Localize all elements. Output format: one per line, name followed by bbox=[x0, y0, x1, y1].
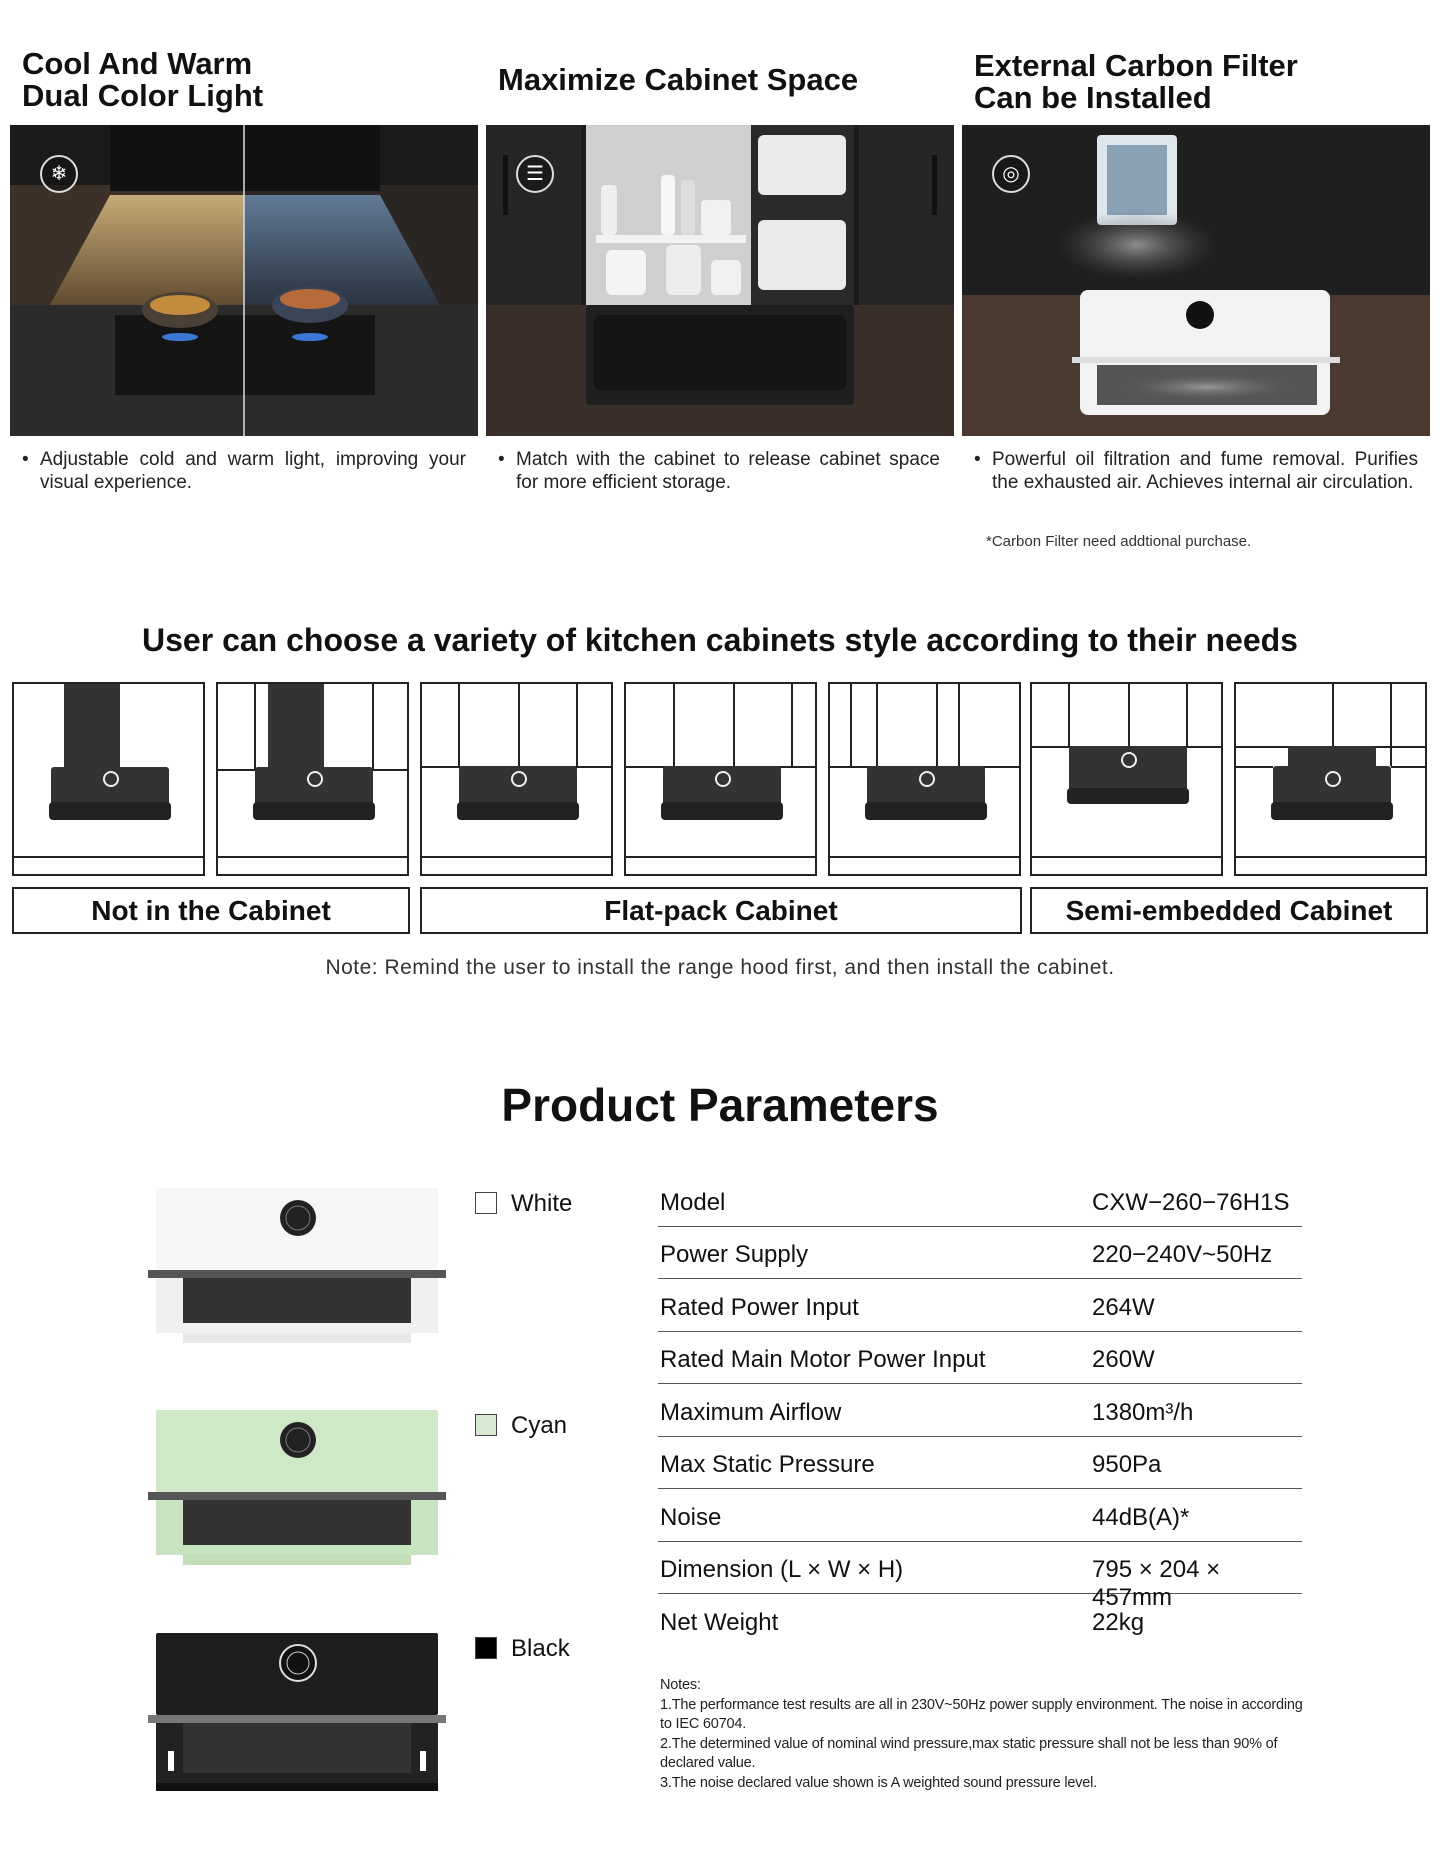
product-image-cyan bbox=[148, 1410, 446, 1565]
install-note: Note: Remind the user to install the range hood first, and then install the cabinet. bbox=[325, 956, 1115, 979]
product-image-white bbox=[148, 1188, 446, 1343]
photo-carbon-filter bbox=[962, 125, 1430, 436]
parameters-heading: Product Parameters bbox=[501, 1079, 939, 1131]
feature-title-filter: External Carbon Filter Can be Installed bbox=[974, 48, 1298, 115]
category-semi-embedded: Semi-embedded Cabinet bbox=[1030, 887, 1428, 934]
feature-title-space: Maximize Cabinet Space bbox=[498, 62, 859, 97]
filter-hood-illustration bbox=[962, 125, 1430, 436]
param-row-motor-power: Rated Main Motor Power Input 260W bbox=[658, 1332, 1302, 1384]
snowflake-icon: ❄ bbox=[40, 155, 78, 193]
feature-bullet-filter: • Powerful oil filtration and fume removal. Purifies the exhausted air. Achieves internal air circulation. bbox=[974, 449, 1418, 493]
carbon-filter-footnote: *Carbon Filter need addtional purchase. bbox=[986, 533, 1252, 550]
param-row-net-weight: Net Weight 22kg bbox=[660, 1609, 1145, 1636]
white-swatch bbox=[475, 1192, 497, 1214]
param-row-dimension: Dimension (L × W × H) 795 × 204 × 457mm bbox=[658, 1542, 1302, 1594]
category-not-in-cabinet: Not in the Cabinet bbox=[12, 887, 410, 934]
cabinet-diagram-5 bbox=[828, 682, 1021, 876]
param-row-noise: Noise 44dB(A)* bbox=[658, 1490, 1302, 1542]
cabinet-diagram-4 bbox=[624, 682, 817, 876]
cabinet-storage-illustration bbox=[486, 125, 954, 436]
param-row-power-supply: Power Supply 220−240V~50Hz bbox=[658, 1227, 1302, 1279]
filter-icon: ◎ bbox=[992, 155, 1030, 193]
cyan-swatch bbox=[475, 1414, 497, 1436]
feature-bullet-space: • Match with the cabinet to release cabinet space for more efficient storage. bbox=[498, 449, 940, 493]
param-row-airflow: Maximum Airflow 1380m³/h bbox=[658, 1385, 1302, 1437]
cabinet-diagram-1 bbox=[12, 682, 205, 876]
cabinet-section-heading: User can choose a variety of kitchen cabinets style according to their needs bbox=[142, 622, 1298, 658]
cabinet-diagram-3 bbox=[420, 682, 613, 876]
photo-dual-light bbox=[10, 125, 478, 436]
param-row-static-pressure: Max Static Pressure 950Pa bbox=[658, 1437, 1302, 1489]
cabinet-diagram-6 bbox=[1030, 682, 1223, 876]
param-row-rated-power: Rated Power Input 264W bbox=[658, 1280, 1302, 1332]
cabinet-diagram-7 bbox=[1234, 682, 1427, 876]
kitchen-light-illustration bbox=[10, 125, 478, 436]
product-image-black bbox=[148, 1633, 446, 1793]
category-flat-pack: Flat-pack Cabinet bbox=[420, 887, 1022, 934]
cabinet-icon: ☰ bbox=[516, 155, 554, 193]
color-option-cyan: Cyan bbox=[475, 1412, 567, 1440]
color-option-white: White bbox=[475, 1190, 572, 1218]
cabinet-diagram-2 bbox=[216, 682, 409, 876]
feature-title-light: Cool And Warm Dual Color Light bbox=[22, 46, 264, 113]
parameter-notes: Notes: 1.The performance test results are all in 230V~50Hz power supply environment. The noise in according to IEC 60704. 2.The determined value of nominal wind pressure,max static pressure shall not be less than 90% of declared value. 3.The noise declared value shown is A weighted sound pressure level. bbox=[660, 1677, 1303, 1791]
photo-cabinet-space bbox=[486, 125, 954, 436]
color-option-black: Black bbox=[475, 1635, 570, 1663]
param-row-model: Model CXW−260−76H1S bbox=[658, 1175, 1302, 1227]
black-swatch bbox=[475, 1637, 497, 1659]
feature-bullet-light: • Adjustable cold and warm light, improving your visual experience. bbox=[22, 449, 466, 493]
